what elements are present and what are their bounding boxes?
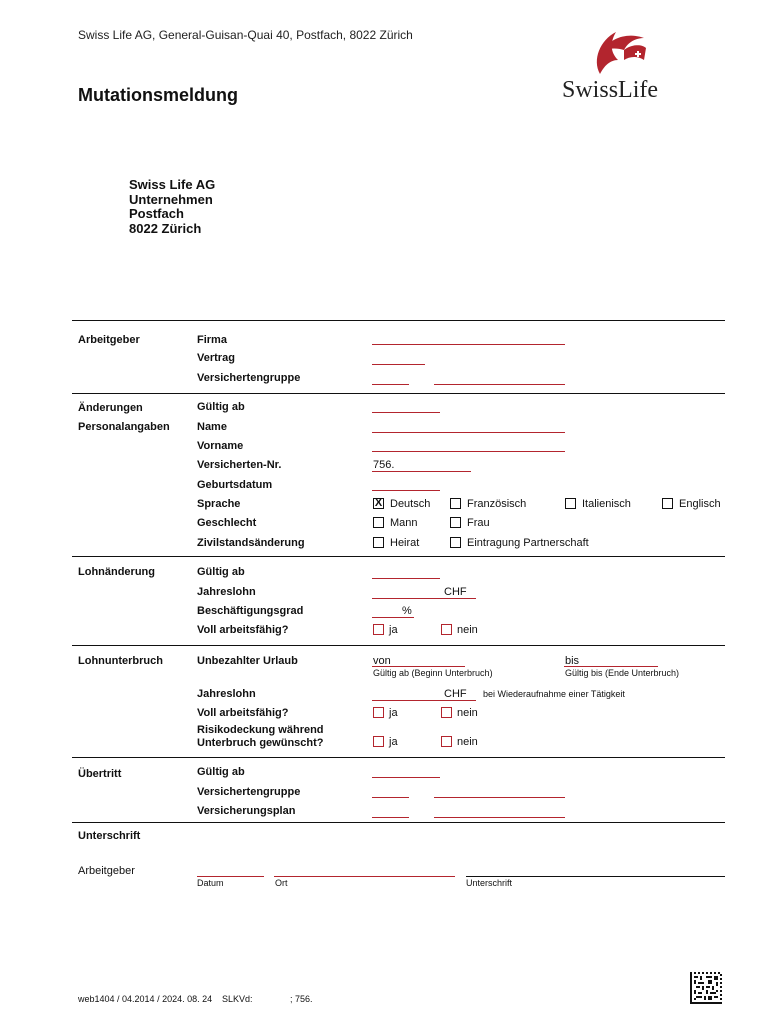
versicherten-nr-field[interactable] [372,471,471,472]
risikodeckung-line: Risikodeckung während [197,724,324,736]
label-bis: bis [565,655,580,667]
section-divider [72,757,725,758]
checkbox-franzoesisch[interactable] [450,498,461,509]
beschaeftigungsgrad-field[interactable] [372,617,414,618]
option-nein: nein [457,624,478,636]
logo-swoosh-icon [588,26,648,78]
label-jahreslohn: Jahreslohn [197,688,256,700]
checkbox-deutsch[interactable]: X [374,497,383,509]
label-firma: Firma [197,334,227,346]
datamatrix-code-icon [690,972,722,1004]
label-versicherten-nr: Versicherten-Nr. [197,459,282,471]
uebertritt-gruppe-field-2[interactable] [434,797,565,798]
section-divider [72,556,725,557]
versichertengruppe-field-2[interactable] [434,384,565,385]
risikodeckung-line: Unterbruch gewünscht? [197,737,324,749]
checkbox-risiko-nein[interactable] [441,736,452,747]
label-unterschrift: Unterschrift [466,878,513,888]
section-divider [72,822,725,823]
label-voll-arbeitsfaehig: Voll arbeitsfähig? [197,624,289,636]
gueltig-ab-field[interactable] [372,412,440,413]
versicherungsplan-field-1[interactable] [372,817,409,818]
checkbox-englisch[interactable] [662,498,673,509]
option-italienisch: Italienisch [582,498,631,510]
label-gueltig-ab: Gültig ab [197,566,245,578]
option-heirat: Heirat [390,537,420,549]
von-hint: Gültig ab (Beginn Unterbruch) [373,668,493,678]
footer-slkvd: SLKVd: [222,994,253,1004]
checkbox-voll-ja[interactable] [373,624,384,635]
label-versichertengruppe: Versichertengruppe [197,372,301,384]
section-unterschrift: Unterschrift [78,830,141,842]
label-arbeitgeber: Arbeitgeber [78,865,135,877]
label-gueltig-ab: Gültig ab [197,766,245,778]
section-aenderungen: Änderungen [78,402,143,414]
recipient-line: 8022 Zürich [129,220,202,236]
recipient-address [129,178,215,236]
checkbox-frau[interactable] [450,517,461,528]
section-divider [72,393,725,394]
section-uebertritt: Übertritt [78,768,122,780]
option-nein: nein [457,736,478,748]
urlaub-von-field[interactable] [372,666,465,667]
label-geschlecht: Geschlecht [197,517,257,529]
label-versicherungsplan: Versicherungsplan [197,805,296,817]
option-mann: Mann [390,517,418,529]
label-von: von [373,655,391,667]
sender-address: Swiss Life AG, General-Guisan-Quai 40, Postfach, 8022 Zürich [78,28,413,42]
versicherungsplan-field-2[interactable] [434,817,565,818]
option-ja: ja [389,624,398,636]
currency-chf: CHF [444,688,467,700]
label-voll-arbeitsfaehig: Voll arbeitsfähig? [197,707,289,719]
footer-code: ; 756. [290,994,313,1004]
label-vertrag: Vertrag [197,352,235,364]
section-divider [72,320,725,321]
page-title: Mutationsmeldung [78,85,238,105]
option-nein: nein [457,707,478,719]
wiederaufnahme-note: bei Wiederaufnahme einer Tätigkeit [483,689,625,699]
label-zivilstand: Zivilstandsänderung [197,537,305,549]
ort-field[interactable] [274,876,455,877]
section-personalangaben: Personalangaben [78,421,170,433]
bis-hint: Gültig bis (Ende Unterbruch) [565,668,680,678]
versichertengruppe-field-1[interactable] [372,384,409,385]
checkbox-italienisch[interactable] [565,498,576,509]
swisslife-logo-text: SwissLife [562,77,658,103]
section-lohnunterbruch: Lohnunterbruch [78,655,163,667]
firma-field[interactable] [372,344,565,345]
option-frau: Frau [467,517,490,529]
label-geburtsdatum: Geburtsdatum [197,479,273,491]
label-unbezahlter-urlaub: Unbezahlter Urlaub [197,655,298,667]
jahreslohn-field[interactable] [372,598,476,599]
geburtsdatum-field[interactable] [372,490,440,491]
section-divider [72,645,725,646]
unterschrift-field[interactable] [466,876,725,877]
urlaub-bis-field[interactable] [564,666,658,667]
label-beschaeftigungsgrad: Beschäftigungsgrad [197,605,304,617]
footer-form-id: web1404 / 04.2014 / 2024. 08. 24 [78,994,213,1004]
label-ort: Ort [275,878,288,888]
lohn-gueltig-ab-field[interactable] [372,578,440,579]
uebertritt-gueltig-ab-field[interactable] [372,777,440,778]
section-lohnaenderung: Lohnänderung [78,566,155,578]
currency-chf: CHF [444,586,467,598]
recipient-line: Unternehmen [129,191,213,207]
section-arbeitgeber: Arbeitgeber [78,334,140,346]
label-risikodeckung [197,724,324,750]
vertrag-field[interactable] [372,364,425,365]
checkbox-unterbruch-voll-ja[interactable] [373,707,384,718]
label-name: Name [197,421,227,433]
unterbruch-jahreslohn-field[interactable] [372,700,476,701]
label-vorname: Vorname [197,440,244,452]
option-deutsch: Deutsch [390,498,431,510]
label-versichertengruppe: Versichertengruppe [197,786,301,798]
recipient-line: Swiss Life AG [129,177,216,192]
swisslife-logo-mark [588,26,648,78]
option-ja: ja [389,736,398,748]
datum-field[interactable] [197,876,264,877]
percent-sign: % [402,605,412,617]
label-gueltig-ab: Gültig ab [197,401,245,413]
checkbox-mann[interactable] [373,517,384,528]
label-sprache: Sprache [197,498,241,510]
recipient-line: Postfach [129,206,184,221]
checkbox-unterbruch-voll-nein[interactable] [441,707,452,718]
option-partnerschaft: Eintragung Partnerschaft [467,537,589,549]
name-field[interactable] [372,432,565,433]
vorname-field[interactable] [372,451,565,452]
option-ja: ja [389,707,398,719]
option-englisch: Englisch [679,498,721,510]
label-jahreslohn: Jahreslohn [197,586,256,598]
checkbox-voll-nein[interactable] [441,624,452,635]
checkbox-heirat[interactable] [373,537,384,548]
option-franzoesisch: Französisch [467,498,527,510]
uebertritt-gruppe-field-1[interactable] [372,797,409,798]
checkbox-risiko-ja[interactable] [373,736,384,747]
checkbox-partnerschaft[interactable] [450,537,461,548]
versicherten-nr-prefix: 756. [373,459,395,471]
label-datum: Datum [197,878,224,888]
